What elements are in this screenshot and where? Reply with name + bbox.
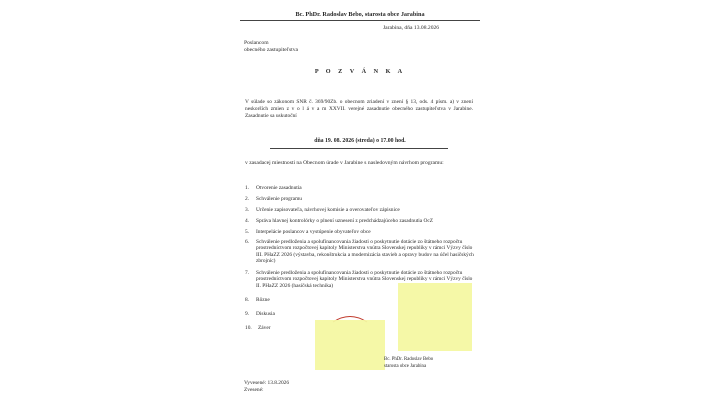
removed-date: Zvesené: xyxy=(244,387,264,393)
signature-role: starosta obce Jarabina xyxy=(384,364,427,369)
redaction-note-stamp xyxy=(315,320,385,370)
agenda-number: 6. xyxy=(245,239,250,245)
addressee-line-1: Poslancom xyxy=(244,40,269,46)
agenda-number: 9. xyxy=(245,311,250,317)
agenda-text: Schválenie programu xyxy=(256,196,302,202)
agenda-text: Schválenie predloženia a spolufinancovania žiadosti o poskytnutie dotácie zo štátneho rozpočtu prostredníctvom rozpočtovej kapitoly Ministerstva vnútra Slovenskej republiky v rámci Výzvy číslo II. PHaZZ 2026 (hasičská technika) xyxy=(256,270,473,289)
agenda-text: Interpelácie poslancov a vystúpenie obyvateľov obce xyxy=(256,229,371,235)
intro-paragraph: V súlade so zákonom SNR č. 369/90Zb. o obecnom zriadení v znení § 13, ods. 4 písm. a) v znení neskorších zmien z v o l á v a m XXVII. verejné zasadnutie obecného zastupiteľstva v Jarabine. Zasadnutie sa uskutoční xyxy=(245,99,473,120)
agenda-number: 1. xyxy=(245,185,250,191)
agenda-number: 8. xyxy=(245,297,250,303)
letterhead-title: Bc. PhDr. Radoslav Bebo, starosta obce Jarabina xyxy=(295,11,425,18)
posted-date: Vyvesené: 13.8.2026 xyxy=(244,380,290,386)
agenda-number: 4. xyxy=(245,218,250,224)
agenda-text: Určenie zapisovateľa, návrhovej komisie a overovateľov zápisnice xyxy=(256,207,400,213)
redaction-note-signature xyxy=(398,283,472,351)
agenda-number: 2. xyxy=(245,196,250,202)
agenda-number: 5. xyxy=(245,229,250,235)
letterhead-divider xyxy=(240,20,480,21)
agenda-number: 3. xyxy=(245,207,250,213)
agenda-text: Otvorenie zasadnutia xyxy=(256,185,302,191)
agenda-text: Diskusia xyxy=(256,311,275,317)
meeting-date-divider xyxy=(270,148,448,149)
date-line: Jarabina, dňa 13.08.2026 xyxy=(383,25,440,31)
agenda-text: Schválenie predloženia a spolufinancovania žiadosti o poskytnutie dotácie zo štátneho rozpočtu prostredníctvom rozpočtovej kapitoly Ministerstva vnútra Slovenskej republiky v rámci Výzvy číslo III. PHaZZ 2026 (výstavba, rekonštrukcia a modernizácia stavieb a opravy budov na účel hasičských zbrojníc) xyxy=(256,239,474,264)
agenda-number: 7. xyxy=(245,270,250,276)
signature-name: Bc. PhDr. Radoslav Bebo xyxy=(384,357,434,362)
meeting-date: dňa 19. 08. 2026 (streda) o 17.00 hod. xyxy=(314,138,406,144)
agenda-number: 10. xyxy=(245,325,252,331)
location-line: v zasadacej miestnosti na Obecnom úrade v Jarabine s nasledovným návrhom programu: xyxy=(245,160,444,166)
agenda-text: Záver xyxy=(258,325,271,331)
document-title: P O Z V Á N K A xyxy=(314,68,406,75)
addressee-line-2: obecného zastupiteľstva xyxy=(244,47,298,53)
agenda-text: Správa hlavnej kontrolórky o plnení uznesení z predchádzajúceho zasadnutia OcZ xyxy=(256,218,434,224)
agenda-text: Rôzne xyxy=(256,297,270,303)
